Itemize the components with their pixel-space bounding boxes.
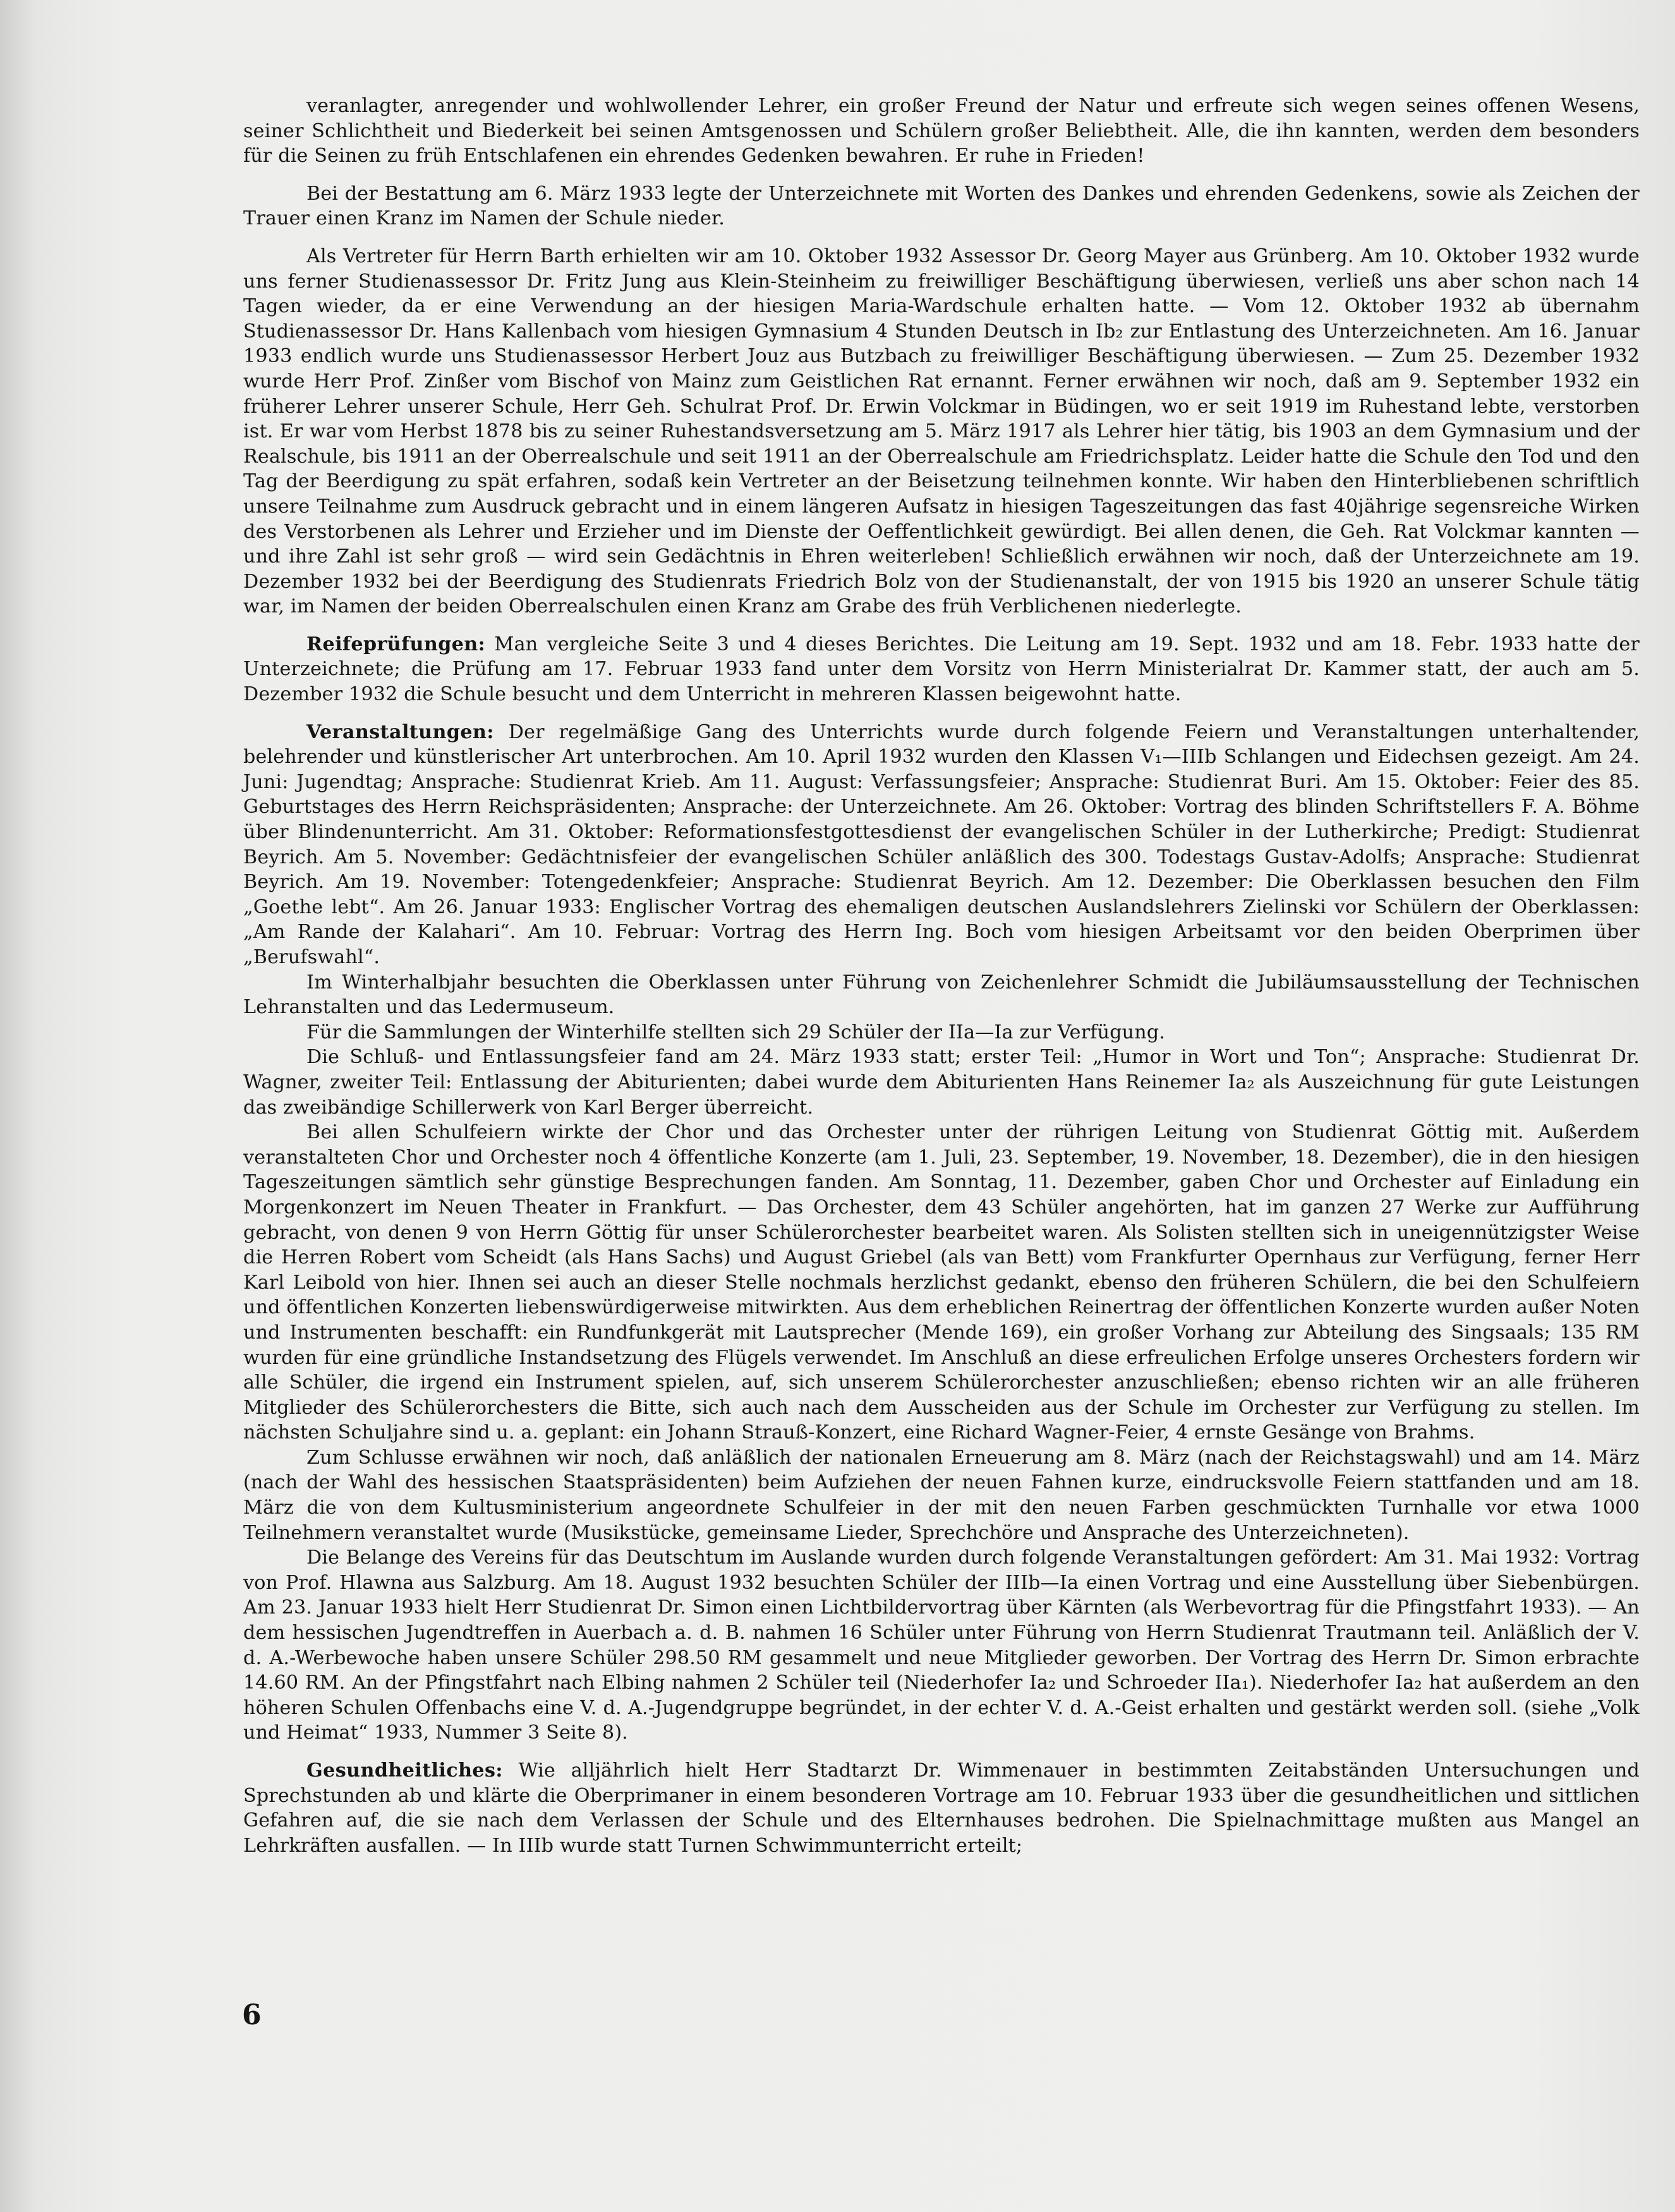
paragraph-vda: Die Belange des Vereins für das Deutschtum im Auslande wurden durch folgende Veranstaltungen gefördert: Am 31. Mai 1932: Vortrag von Prof. Hlawna aus Salzburg. Am 18. August 1932 besuchten Schüler der IIIb—Ia einen Vortrag und eine Ausstellung über Siebenbürgen. Am 23. Januar 1933 hielt Herr Studienrat Dr. Simon einen Lichtbildervortrag über Kärnten (als Werbevortrag für die Pfingstfahrt 1933). — An dem hessischen Jugendtreffen in Auerbach a. d. B. nahmen 16 Schüler unter Führung von Herrn Studienrat Trautmann teil. Anläßlich der V. d. A.-Werbewoche haben unsere Schüler 298.50 RM gesammelt und neue Mitglieder geworben. Der Vortrag des Herrn Dr. Simon erbrachte 14.60 RM. An der Pfingstfahrt nach Elbing nahmen 2 Schüler teil (Niederhofer Ia₂ und Schroeder IIa₁). Niederhofer Ia₂ hat außerdem an den höheren Schulen Offenbachs eine V. d. A.-Jugendgruppe begründet, in der echter V. d. A.-Geist erhalten und gestärkt werden soll. (siehe „Volk und Heimat“ 1933, Nummer 3 Seite 8). [243, 1547, 1640, 1744]
paragraph-schlussfeier: Die Schluß- und Entlassungsfeier fand am 24. März 1933 statt; erster Teil: „Humor in Wort und Ton“; Ansprache: Studienrat Dr. Wagner, zweiter Teil: Entlassung der Abiturienten; dabei wurde dem Abiturienten Hans Reinemer Ia₂ als Auszeichnung für gute Leistungen das zweibändige Schillerwerk von Karl Berger überreicht. [243, 1046, 1640, 1119]
paragraph-funeral: Bei der Bestattung am 6. März 1933 legte der Unterzeichnete mit Worten des Dankes und ehrenden Gedenkens, sowie als Zeichen der Trauer einen Kranz im Namen der Schule nieder. [243, 182, 1640, 230]
paragraph-winterhilfe: Für die Sammlungen der Winterhilfe stellten sich 29 Schüler der IIa—Ia zur Verfügung. [306, 1021, 1166, 1043]
section-text-reifepruefungen: Man vergleiche Seite 3 und 4 dieses Berichtes. Die Leitung am 19. Sept. 1932 und am 18. Febr. 1933 hatte der Unterzeichnete; die Prüfung am 17. Februar 1933 fand unter dem Vorsitz von Herrn Ministerialrat Dr. Kammer statt, der auch am 5. Dezember 1932 die Schule besucht und dem Unterricht in mehreren Klassen beigewohnt hatte. [243, 633, 1640, 706]
section-heading-gesundheitliches: Gesundheitliches: [306, 1759, 503, 1782]
section-heading-veranstaltungen: Veranstaltungen: [306, 720, 494, 743]
page-number: 6 [242, 1999, 262, 2031]
body-text [243, 94, 1640, 1858]
section-text-gesundheitliches: Wie alljährlich hielt Herr Stadtarzt Dr. Wimmenauer in bestimmten Zeitabständen Untersuchungen und Sprechstunden ab und klärte die Oberprimaner in einem besonderen Vortrage am 10. Februar 1933 über die gesundheitlichen und sittlichen Gefahren auf, die sie nach dem Verlassen der Schule und des Elternhauses bedrohen. Die Spielnachmittage mußten aus Mangel an Lehrkräften ausfallen. — In IIIb wurde statt Turnen Schwimmunterricht erteilt; [243, 1759, 1640, 1857]
paragraph-obituary-end: veranlagter, anregender und wohlwollender Lehrer, ein großer Freund der Natur und erfreute sich wegen seines offenen Wesens, seiner Schlichtheit und Biederkeit bei seinen Amtsgenossen und Schülern großer Beliebtheit. Alle, die ihn kannten, werden dem besonders für die Seinen zu früh Entschlafenen ein ehrendes Gedenken bewahren. Er ruhe in Frieden! [243, 95, 1640, 167]
paragraph-nationale-erneuerung: Zum Schlusse erwähnen wir noch, daß anläßlich der nationalen Erneuerung am 8. März (nach der Reichstagswahl) und am 14. März (nach der Wahl des hessischen Staatspräsidenten) beim Aufziehen der neuen Fahnen kurze, eindrucksvolle Feiern stattfanden und am 18. März die von dem Kultusministerium angeordnete Schulfeier in der mit den neuen Farben geschmückten Turnhalle vor etwa 1000 Teilnehmern veranstaltet wurde (Musikstücke, gemeinsame Lieder, Sprechchöre und Ansprache des Unterzeichneten). [243, 1446, 1640, 1544]
section-text-veranstaltungen: Der regelmäßige Gang des Unterrichts wurde durch folgende Feiern und Veranstaltungen unterhaltender, belehrender und künstlerischer Art unterbrochen. Am 10. April 1932 wurden den Klassen V₁—IIIb Schlangen und Eidechsen gezeigt. Am 24. Juni: Jugendtag; Ansprache: Studienrat Krieb. Am 11. August: Verfassungsfeier; Ansprache: Studienrat Buri. Am 15. Oktober: Feier des 85. Geburtstages des Herrn Reichspräsidenten; Ansprache: der Unterzeichnete. Am 26. Oktober: Vortrag des blinden Schriftstellers F. A. Böhme über Blindenunterricht. Am 31. Oktober: Reformationsfestgottesdienst der evangelischen Schüler in der Lutherkirche; Predigt: Studienrat Beyrich. Am 5. November: Gedächtnisfeier der evangelischen Schüler anläßlich des 300. Todestags Gustav-Adolfs; Ansprache: Studienrat Beyrich. Am 19. November: Totengedenkfeier; Ansprache: Studienrat Beyrich. Am 12. Dezember: Die Oberklassen besuchen den Film „Goethe lebt“. Am 26. Januar 1933: Englischer Vortrag des ehemaligen deutschen Auslandslehrers Zielinski vor Schülern der Oberklassen: „Am Rande der Kalahari“. Am 10. Februar: Vortrag des Herrn Ing. Boch vom hiesigen Arbeitsamt vor den beiden Oberprimen über „Berufswahl“. [243, 720, 1640, 968]
paragraph-gesundheitliches [243, 1758, 1640, 1858]
paragraph-reifepruefungen [243, 632, 1640, 707]
paragraph-winterhalbjahr: Im Winterhalbjahr besuchten die Oberklassen unter Führung von Zeichenlehrer Schmidt die Jubiläumsausstellung der Technischen Lehranstalten und das Ledermuseum. [243, 971, 1640, 1019]
paragraph-chor-orchester: Bei allen Schulfeiern wirkte der Chor und das Orchester unter der rührigen Leitung von Studienrat Göttig mit. Außerdem veranstalteten Chor und Orchester noch 4 öffentliche Konzerte (am 1. Juli, 23. September, 19. November, 18. Dezember), die in den hiesigen Tageszeitungen sämtlich sehr günstige Besprechungen fanden. Am Sonntag, 11. Dezember, gaben Chor und Orchester auf Einladung ein Morgenkonzert im Neuen Theater in Frankfurt. — Das Orchester, dem 43 Schüler angehörten, hat im ganzen 27 Werke zur Aufführung gebracht, von denen 9 von Herrn Göttig für unser Schülerorchester bearbeitet waren. Als Solisten stellten sich in uneigennützigster Weise die Herren Robert vom Scheidt (als Hans Sachs) und August Griebel (als van Bett) vom Frankfurter Opernhaus zur Verfügung, ferner Herr Karl Leibold von hier. Ihnen sei auch an dieser Stelle nochmals herzlichst gedankt, ebenso den früheren Schülern, die bei den Schulfeiern und öffentlichen Konzerten liebenswürdigerweise mitwirkten. Aus dem erheblichen Reinertrag der öffentlichen Konzerte wurden außer Noten und Instrumenten beschafft: ein Rundfunkgerät mit Lautsprecher (Mende 169), ein großer Vorhang zur Abteilung des Singsaals; 135 RM wurden für eine gründliche Instandsetzung des Flügels verwendet. Im Anschluß an diese erfreulichen Erfolge unseres Orchesters fordern wir alle Schüler, die irgend ein Instrument spielen, auf, sich unserem Schülerorchester anzuschließen; ebenso richten wir an alle früheren Mitglieder des Schülerorchesters die Bitte, sich auch nach dem Ausscheiden aus der Schule im Orchester zur Verfügung zu stellen. Im nächsten Schuljahre sind u. a. geplant: ein Johann Strauß-Konzert, eine Richard Wagner-Feier, 4 ernste Gesänge von Brahms. [243, 1121, 1640, 1444]
paragraph-staff-changes: Als Vertreter für Herrn Barth erhielten wir am 10. Oktober 1932 Assessor Dr. Georg Mayer aus Grünberg. Am 10. Oktober 1932 wurde uns ferner Studienassessor Dr. Fritz Jung aus Klein-Steinheim zu freiwilliger Beschäftigung überwiesen, verließ uns aber schon nach 14 Tagen wieder, da er eine Verwendung an der hiesigen Maria-Wardschule erhalten hatte. — Vom 12. Oktober 1932 ab übernahm Studienassessor Dr. Hans Kallenbach vom hiesigen Gymnasium 4 Stunden Deutsch in Ib₂ zur Entlastung des Unterzeichneten. Am 16. Januar 1933 endlich wurde uns Studienassessor Herbert Jouz aus Butzbach zu freiwilliger Beschäftigung überwiesen. — Zum 25. Dezember 1932 wurde Herr Prof. Zinßer vom Bischof von Mainz zum Geistlichen Rat ernannt. Ferner erwähnen wir noch, daß am 9. September 1932 ein früherer Lehrer unserer Schule, Herr Geh. Schulrat Prof. Dr. Erwin Volckmar in Büdingen, wo er seit 1919 im Ruhestand lebte, verstorben ist. Er war vom Herbst 1878 bis zu seiner Ruhestandsversetzung am 5. März 1917 als Lehrer hier tätig, bis 1903 an dem Gymnasium und der Realschule, bis 1911 an der Oberrealschule und seit 1911 an der Oberrealschule am Friedrichsplatz. Leider hatte die Schule den Tod und den Tag der Beerdigung zu spät erfahren, sodaß kein Vertreter an der Beisetzung teilnehmen konnte. Wir haben den Hinterbliebenen schriftlich unsere Teilnahme zum Ausdruck gebracht und in einem längeren Aufsatz in hiesigen Tageszeitungen das fast 40jährige segensreiche Wirken des Verstorbenen als Lehrer und Erzieher und im Dienste der Oeffentlichkeit gewürdigt. Bei allen denen, die Geh. Rat Volckmar kannten — und ihre Zahl ist sehr groß — wird sein Gedächtnis in Ehren weiterleben! Schließlich erwähnen wir noch, daß der Unterzeichnete am 19. Dezember 1932 bei der Beerdigung des Studienrats Friedrich Bolz von der Studienanstalt, der von 1915 bis 1920 an unserer Schule tätig war, im Namen der beiden Oberrealschulen einen Kranz am Grabe des früh Verblichenen niederlegte. [243, 245, 1640, 618]
paragraph-veranstaltungen [243, 720, 1640, 970]
section-heading-reifepruefungen: Reifeprüfungen: [306, 633, 486, 655]
